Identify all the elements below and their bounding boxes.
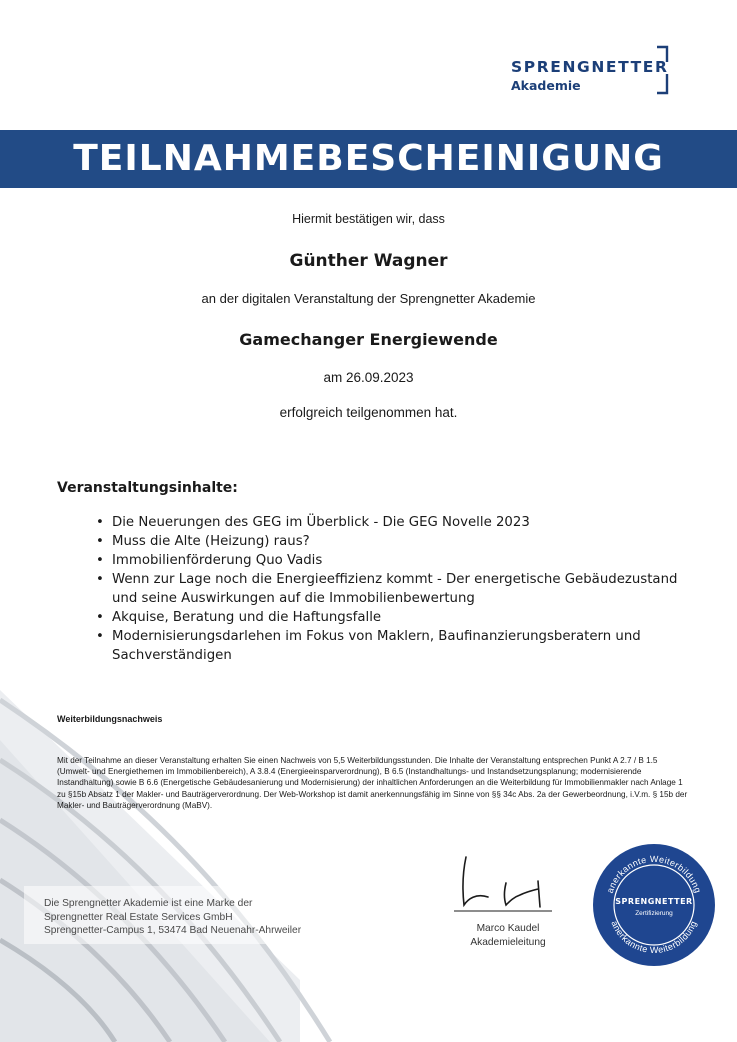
logo-bracket-icon (653, 44, 671, 96)
list-item: • Die Neuerungen des GEG im Überblick - Die GEG Novelle 2023 (96, 513, 696, 532)
event-line: an der digitalen Veranstaltung der Sprengnetter Akademie (201, 291, 536, 306)
contents-list (96, 513, 696, 665)
seal-ring-bottom-text: anerkannte Weiterbildung (609, 919, 699, 956)
certification-seal (591, 842, 717, 968)
footer-line: Die Sprengnetter Akademie ist eine Marke der (44, 898, 253, 909)
event-date: am 26.09.2023 (323, 370, 414, 385)
seal-label: Zertifizierung (635, 910, 673, 917)
event-title: Gamechanger Energiewende (239, 330, 498, 349)
success-line: erfolgreich teilgenommen hat. (279, 405, 458, 420)
list-item: • Akquise, Beratung und die Haftungsfalle (96, 608, 696, 627)
list-item: • Muss die Alte (Heizung) raus? (96, 532, 696, 551)
intro-line: Hiermit bestätigen wir, dass (292, 212, 445, 226)
signatory-name: Marco Kaudel (476, 923, 540, 934)
title-banner (0, 130, 737, 188)
list-item: • Modernisierungsdarlehen im Fokus von Maklern, Baufinanzierungsberatern und Sachverständigen (96, 627, 696, 665)
certificate-title: TEILNAHMEBESCHEINIGUNG (73, 138, 664, 179)
handwritten-signature-icon (448, 853, 568, 919)
contents-heading: Veranstaltungsinhalte: (57, 480, 238, 496)
signature-block (448, 853, 568, 953)
list-item: • Wenn zur Lage noch die Energieeffizienz kommt - Der energetische Gebäudezustand und seine Auswirkungen auf die Immobilienbewertung (96, 570, 696, 608)
list-item: • Immobilienförderung Quo Vadis (96, 551, 696, 570)
footer-line: Sprengnetter Real Estate Services GmbH (44, 911, 233, 923)
logo-brand-text: SPRENGNETTER (511, 58, 669, 76)
footer-line: Sprengnetter-Campus 1, 53474 Bad Neuenahr-Ahrweiler (44, 925, 302, 936)
training-heading: Weiterbildungsnachweis (57, 714, 163, 724)
company-footer (44, 897, 301, 938)
seal-brand: SPRENGNETTER (615, 897, 693, 906)
seal-ring-top-text: anerkannte Weiterbildung (604, 853, 704, 895)
participant-name: Günther Wagner (289, 251, 448, 271)
sprengnetter-logo (493, 42, 693, 98)
signatory-role: Akademieleitung (470, 937, 546, 948)
training-text: Mit der Teilnahme an dieser Veranstaltung erhalten Sie einen Nachweis von 5,5 Weiterbildungsstunden. Die Inhalte der Veranstaltung entsprechen Punkt A 2.7 / B 1.5 (Umwelt- und Energiethemen im Immobilienbereich), A 3.8.4 (Energieeinsparverordnung), B 6.5 (Instandhaltungs- und Instandsetzungsplanung; modernisierende Instandhaltung) sowie B 6.6 (Energetische Gebäudesanierung und Modernisierung) der inhaltlichen Anforderungen an die Weiterbildung für Immobilienmakler nach Anlage 1 zu §15b Absatz 1 der Makler- und Bauträgerverordnung. Der Web-Workshop ist damit anerkennungsfähig im Sinne von §§ 34c Abs. 2a der Gewerbeordnung, i.V.m. § 15b der Makler- und Bauträgerverordnung (MaBV). (57, 756, 688, 810)
logo-subtitle: Akademie (511, 78, 581, 93)
